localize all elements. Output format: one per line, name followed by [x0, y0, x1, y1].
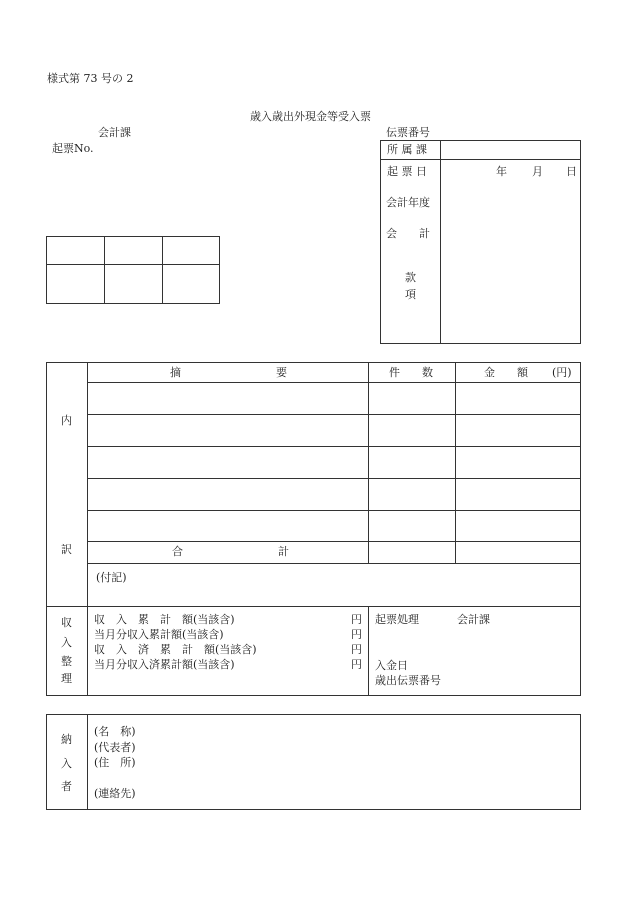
form-number: 様式第 73 号の 2: [47, 72, 134, 85]
kingaku-col-divider: [455, 362, 456, 563]
nendo-label: 会計年度: [386, 196, 430, 209]
stamp-grid: [46, 236, 220, 304]
payer-contact-label: (連絡先): [94, 787, 136, 800]
col-kensu: 件 数: [389, 366, 433, 379]
detail-row-line: [87, 414, 581, 415]
payer-rep-label: (代表者): [94, 741, 136, 754]
total-label-1: 合: [172, 545, 183, 558]
income-side-4: 理: [61, 672, 72, 685]
detail-row-line: [87, 382, 581, 383]
fuki-label: (付記): [96, 571, 127, 584]
day-label: 日: [566, 165, 577, 178]
saishutsu-denpyo-label: 歳出伝票番号: [375, 674, 441, 687]
stamp-grid-divider: [162, 236, 163, 304]
detail-side-bottom: 訳: [61, 543, 72, 556]
form-title: 歳入歳出外現金等受入票: [250, 110, 371, 123]
dept-label: 会計課: [98, 126, 131, 139]
detail-side-top: 内: [61, 414, 72, 427]
yen-2: 円: [351, 628, 362, 641]
income-line-3: 収 入 済 累 計 額(当該含): [94, 643, 257, 656]
income-side-2: 入: [61, 636, 72, 649]
payer-addr-label: (住 所): [94, 756, 136, 769]
shozoku-label: 所 属 課: [387, 143, 427, 156]
payer-side-3: 者: [61, 780, 72, 793]
total-label-2: 計: [278, 545, 289, 558]
income-line-1: 収 入 累 計 額(当該含): [94, 613, 235, 626]
income-top-line: [46, 606, 581, 607]
kihyo-no-label: 起票No.: [52, 142, 94, 155]
income-divider: [368, 606, 369, 696]
denpyo-bango-label: 伝票番号: [386, 126, 430, 139]
kaikeika-label: 会計課: [457, 613, 490, 626]
detail-row-line: [87, 478, 581, 479]
detail-row-line: [87, 563, 581, 564]
detail-side-divider: [87, 362, 88, 696]
col-tekiyo-1: 摘: [170, 366, 181, 379]
kou-label: 項: [405, 288, 416, 301]
income-line-4: 当月分収入済累計額(当該含): [94, 658, 235, 671]
kensu-col-divider: [368, 362, 369, 563]
kaikei-label: 会 計: [386, 227, 430, 240]
account-table-divider: [440, 140, 441, 344]
payer-divider: [87, 714, 88, 810]
col-unit: (円): [552, 366, 572, 379]
col-kingaku: 金 額: [484, 366, 528, 379]
detail-row-line: [87, 446, 581, 447]
stamp-grid-divider: [104, 236, 105, 304]
kan-label: 款: [405, 271, 416, 284]
detail-row-line: [87, 541, 581, 542]
yen-1: 円: [351, 613, 362, 626]
kihyo-shori-label: 起票処理: [375, 613, 419, 626]
income-side-1: 収: [61, 616, 72, 629]
yen-4: 円: [351, 658, 362, 671]
payer-side-1: 納: [61, 733, 72, 746]
payer-side-2: 入: [61, 757, 72, 770]
col-tekiyo-2: 要: [276, 366, 287, 379]
stamp-grid-divider: [46, 264, 220, 265]
income-line-2: 当月分収入累計額(当該含): [94, 628, 224, 641]
income-side-3: 整: [61, 655, 72, 668]
year-label: 年: [496, 165, 507, 178]
detail-row-line: [87, 510, 581, 511]
account-table-divider: [380, 159, 581, 160]
month-label: 月: [532, 165, 543, 178]
kihyobi-label: 起 票 日: [387, 165, 427, 178]
payer-name-label: (名 称): [94, 725, 136, 738]
nyukinbi-label: 入金日: [375, 659, 408, 672]
yen-3: 円: [351, 643, 362, 656]
